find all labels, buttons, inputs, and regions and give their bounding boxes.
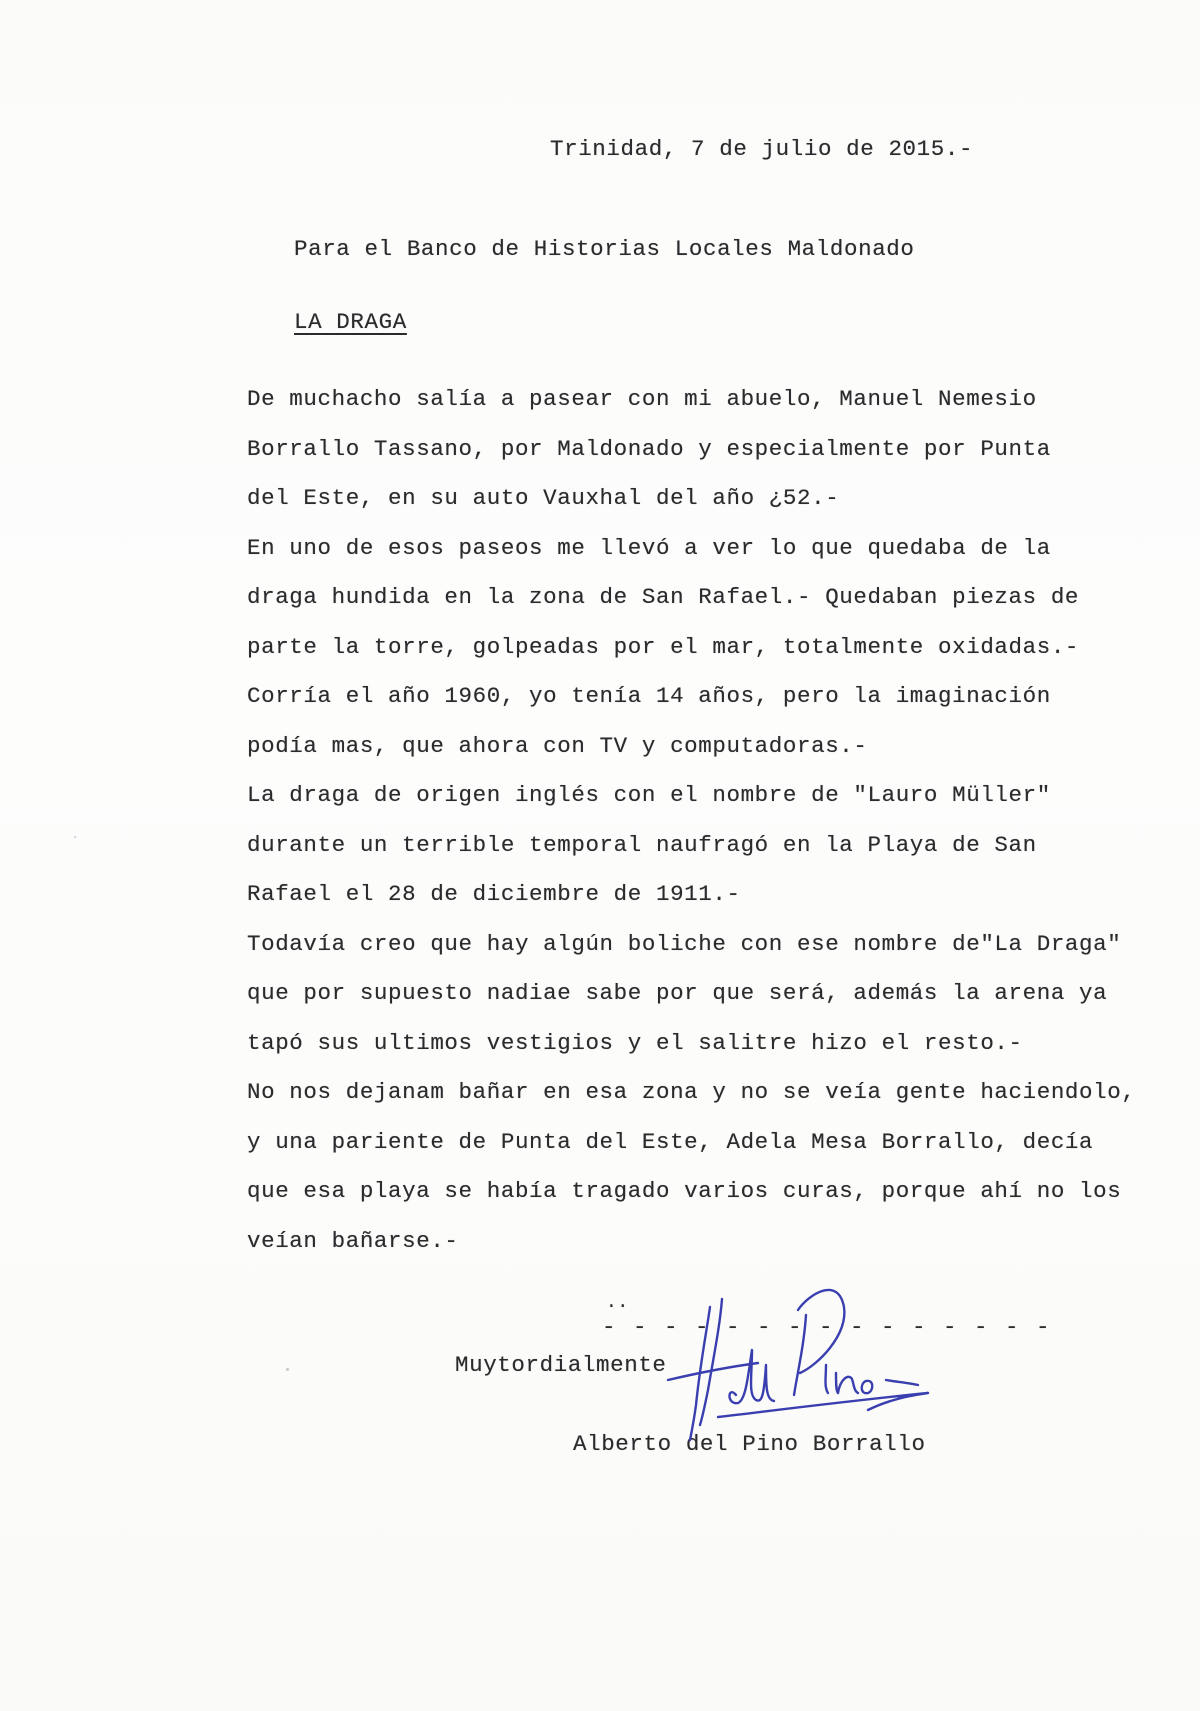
body-line: y una pariente de Punta del Este, Adela Mesa Borrallo, decía xyxy=(247,1128,1094,1155)
body-line: veían bañarse.- xyxy=(247,1227,459,1254)
signature-dots: .. xyxy=(606,1293,629,1313)
sender-name: Alberto del Pino Borrallo xyxy=(573,1431,926,1457)
paper-speck xyxy=(74,836,76,838)
body-line: durante un terrible temporal naufragó en la Playa de San xyxy=(247,831,1037,858)
body-line: De muchacho salía a pasear con mi abuelo, Manuel Nemesio xyxy=(247,386,1037,412)
body-line: La draga de origen inglés con el nombre de "Lauro Müller" xyxy=(247,782,1051,808)
body-line: draga hundida en la zona de San Rafael.- Quedaban piezas de xyxy=(247,584,1080,610)
body-line: No nos dejanam bañar en esa zona y no se veía gente haciendolo, xyxy=(247,1079,1136,1105)
closing-salutation: Muytordialmente xyxy=(455,1352,667,1378)
body-line: que por supuesto nadiae sabe por que será, además la arena ya xyxy=(247,980,1108,1006)
letter-body xyxy=(247,384,1135,1275)
body-line: podía mas, que ahora con TV y computadoras.- xyxy=(247,732,868,759)
body-line: parte la torre, golpeadas por el mar, totalmente oxidadas.- xyxy=(247,633,1080,660)
body-line: Borrallo Tassano, por Maldonado y especialmente por Punta xyxy=(247,435,1051,462)
date-line: Trinidad, 7 de julio de 2015.- xyxy=(550,136,974,162)
letter-title: LA DRAGA xyxy=(294,309,407,335)
paper-speck xyxy=(286,1368,289,1371)
body-line: Todavía creo que hay algún boliche con ese nombre de"La Draga" xyxy=(247,930,1122,957)
body-line: Corría el año 1960, yo tenía 14 años, pero la imaginación xyxy=(247,683,1051,709)
recipient-line: Para el Banco de Historias Locales Maldonado xyxy=(294,236,915,262)
body-line: En uno de esos paseos me llevó a ver lo que quedaba de la xyxy=(247,534,1051,561)
signature-line: - - - - - - - - - - - - - - - xyxy=(602,1314,1052,1340)
body-line: tapó sus ultimos vestigios y el salitre hizo el resto.- xyxy=(247,1029,1023,1056)
body-line: Rafael el 28 de diciembre de 1911.- xyxy=(247,881,741,907)
body-line: que esa playa se había tragado varios curas, porque ahí no los xyxy=(247,1178,1122,1204)
body-line: del Este, en su auto Vauxhal del año ¿52.- xyxy=(247,485,840,511)
handwritten-signature xyxy=(648,1255,958,1455)
